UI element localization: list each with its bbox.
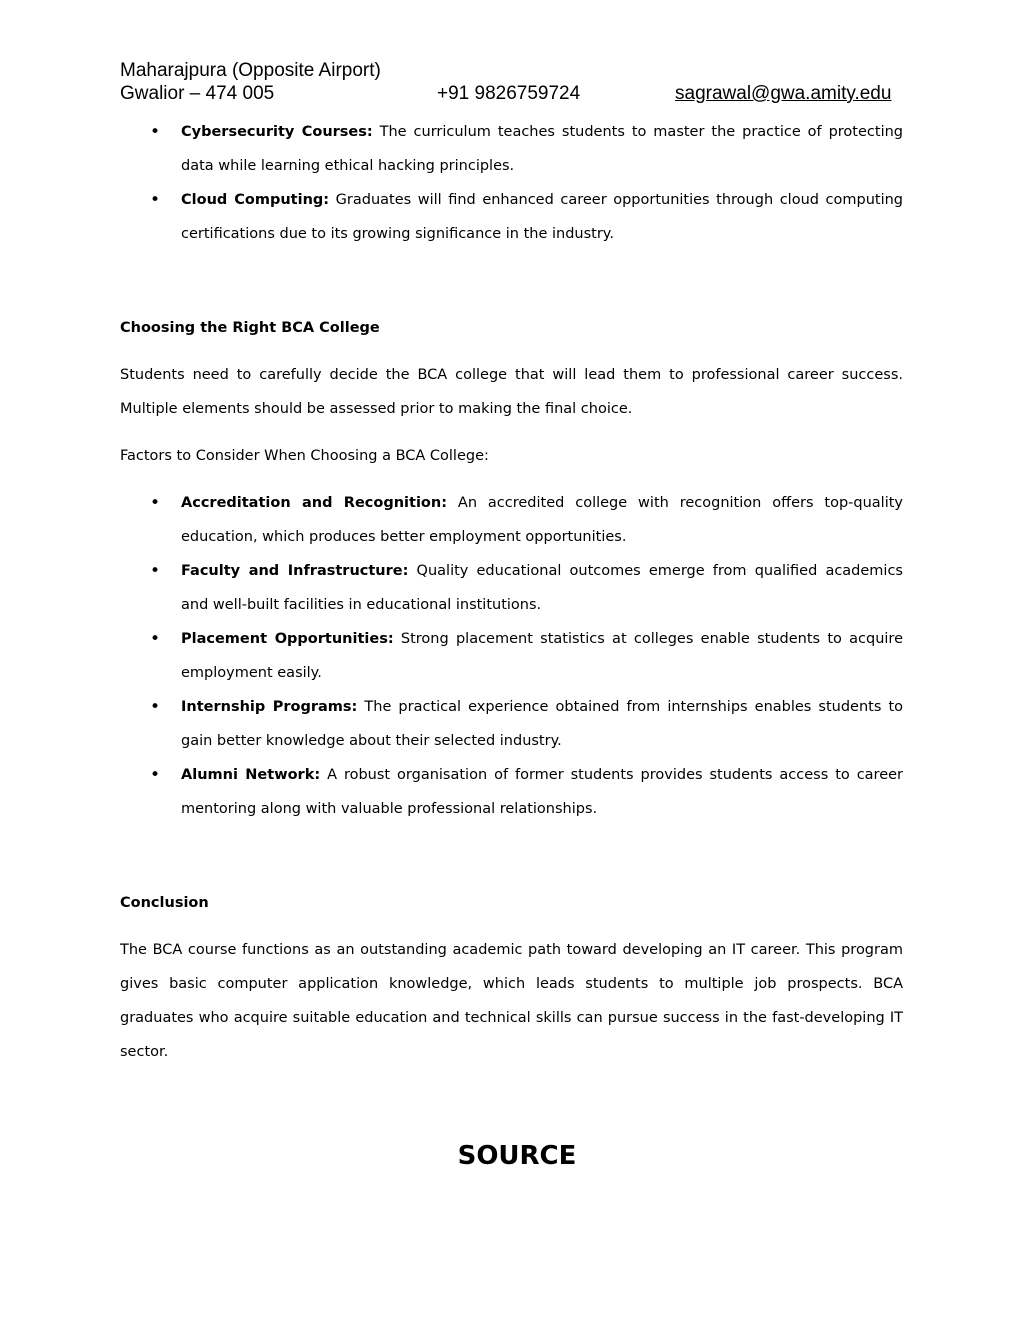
bullet-text: A robust organisation of former students provides students access to career mentoring along with valuable professional relationships. bbox=[181, 767, 903, 817]
bullet-term: Alumni Network: bbox=[181, 767, 321, 783]
list-item bbox=[120, 183, 903, 251]
section-heading-choosing: Choosing the Right BCA College bbox=[120, 320, 380, 336]
paragraph-conclusion: The BCA course functions as an outstanding academic path toward developing an IT career. This program gives basic computer application knowledge, which leads students to multiple job prospects. BCA graduates who acquire suitable education and technical skills can pursue success in the fast-developing IT sector. bbox=[120, 942, 903, 1060]
spacer bbox=[120, 345, 903, 358]
list-item bbox=[120, 758, 903, 826]
spacer bbox=[120, 473, 903, 486]
bullet-text: The curriculum teaches students to master the practice of protecting data while learning ethical hacking principles. bbox=[181, 124, 903, 174]
paragraph-choosing: Students need to carefully decide the BCA college that will lead them to professional career success. Multiple elements should be assessed prior to making the final choice. bbox=[120, 367, 903, 417]
spacer bbox=[120, 426, 903, 439]
section-heading-conclusion: Conclusion bbox=[120, 895, 209, 911]
bullet-term: Faculty and Infrastructure: bbox=[181, 563, 409, 579]
source-link[interactable]: SOURCE bbox=[457, 1141, 577, 1171]
spacer bbox=[120, 826, 903, 886]
bullet-text: Graduates will find enhanced career opportunities through cloud computing certifications due to its growing significance in the industry. bbox=[181, 192, 903, 242]
bullet-text: Quality educational outcomes emerge from qualified academics and well-built facilities in educational institutions. bbox=[181, 563, 903, 613]
list-item bbox=[120, 486, 903, 554]
list-item bbox=[120, 115, 903, 183]
header-address-line2: Gwalior – 474 005 bbox=[120, 83, 275, 104]
list-item bbox=[120, 554, 903, 622]
spacer bbox=[120, 920, 903, 933]
bullet-term: Accreditation and Recognition: bbox=[181, 495, 448, 511]
header-address-line1: Maharajpura (Opposite Airport) bbox=[120, 60, 381, 81]
factors-intro: Factors to Consider When Choosing a BCA College: bbox=[120, 448, 489, 464]
bullet-term: Internship Programs: bbox=[181, 699, 358, 715]
spacer bbox=[120, 251, 903, 311]
header-phone: +91 9826759724 bbox=[437, 83, 581, 104]
intro-bullet-list bbox=[120, 115, 903, 251]
list-item bbox=[120, 622, 903, 690]
bullet-term: Placement Opportunities: bbox=[181, 631, 394, 647]
factors-bullet-list bbox=[120, 486, 903, 826]
bullet-text: An accredited college with recognition offers top-quality education, which produces better employment opportunities. bbox=[181, 495, 903, 545]
header-email-link[interactable]: sagrawal@gwa.amity.edu bbox=[675, 83, 892, 104]
document-body bbox=[120, 115, 903, 1069]
bullet-term: Cybersecurity Courses: bbox=[181, 124, 373, 140]
bullet-term: Cloud Computing: bbox=[181, 192, 330, 208]
bullet-text: Strong placement statistics at colleges enable students to acquire employment easily. bbox=[181, 631, 903, 681]
list-item bbox=[120, 690, 903, 758]
bullet-text: The practical experience obtained from internships enables students to gain better knowledge about their selected industry. bbox=[181, 699, 903, 749]
